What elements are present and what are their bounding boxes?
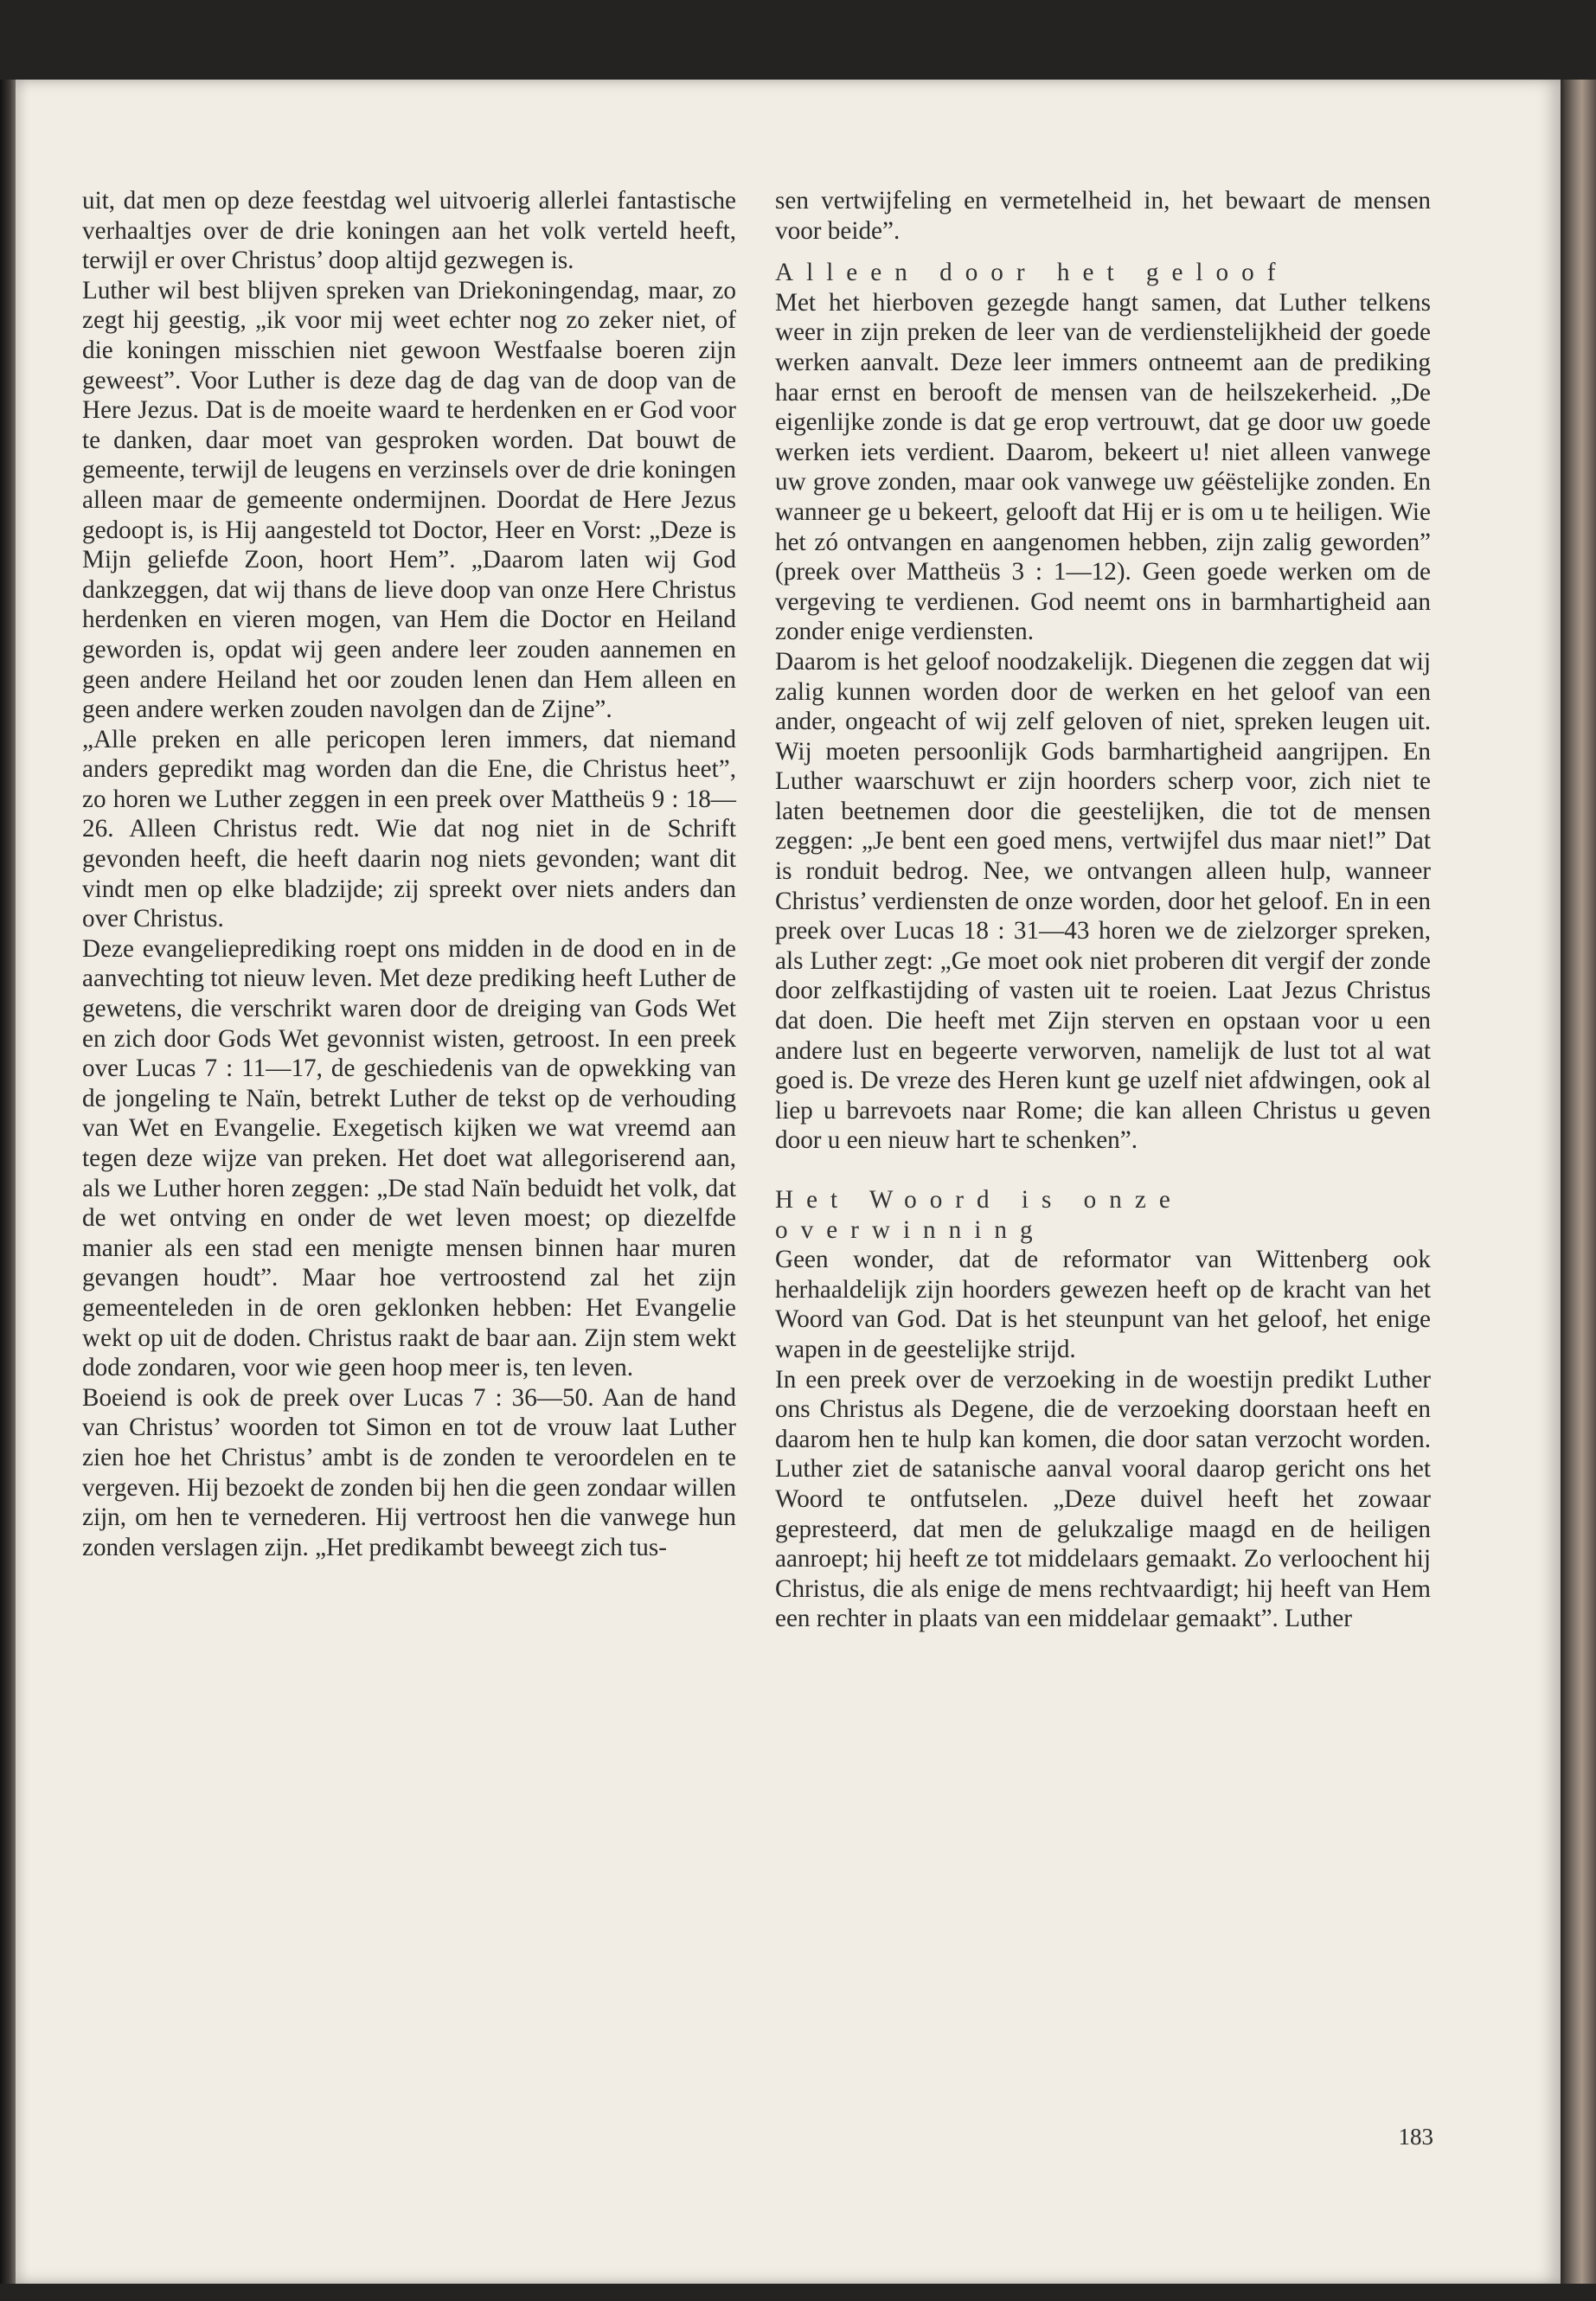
- left-paragraph-1: uit, dat men op deze feestdag wel uitvoerig allerlei fantastische verhaaltjes over de drie koningen aan het volk verteld heeft, terwijl er over Christus’ doop altijd gezwegen is.: [82, 187, 736, 275]
- section-gap: [775, 1156, 1431, 1185]
- page-edge: [1561, 80, 1596, 2284]
- right-paragraph-4: In een preek over de verzoeking in de woestijn predikt Luther ons Christus als Degene, die de verzoeking doorstaan heeft en daarom hen te hulp kan komen, die door satan verzocht worden. Luther ziet de satanische aanval vooral daarop gericht ons het Woord te ontfutselen. „Deze duivel heeft het zowaar gepresteerd, dat men de gelukzalige maagd en de heiligen aanroept; hij heeft ze tot middelaars gemaakt. Zo verloochent hij Christus, die als enige de mens rechtvaardigt; hij heeft van Hem een rechter in plaats van een middelaar gemaakt”. Luther: [775, 1365, 1431, 1633]
- left-paragraph-4: Deze evangelieprediking roept ons midden in de dood en in de aanvechting tot nieuw leven. Met deze prediking heeft Luther de gewetens, die verschrikt waren door de dreiging van Gods Wet en zich door Gods Wet gevonnist wisten, getroost. In een preek over Lucas 7 : 11—17, de geschiedenis van de opwekking van de jongeling te Naïn, betrekt Luther de tekst op de verhouding van Wet en Evangelie. Exegetisch kijken we wat vreemd aan tegen deze wijze van preken. Het doet wat allegoriserend aan, als we Luther horen zeggen: „De stad Naïn beduidt het volk, dat de wet ontving en onder de wet leven moest; op diezelfde manier als een stad een menigte mensen binnen haar muren gevangen houdt”. Maar hoe vertroostend zal het zijn gemeenteleden in de oren geklonken hebben: Het Evangelie wekt op uit de doden. Christus raakt de baar aan. Zijn stem wekt dode zondaren, voor wie geen hoop meer is, ten leven.: [82, 934, 736, 1382]
- section-heading-woord: Het Woord is onze overwinning: [775, 1186, 1183, 1244]
- right-intro: sen vertwijfeling en vermetelheid in, het bewaart de mensen voor beide”.: [775, 187, 1431, 245]
- right-paragraph-3: Geen wonder, dat de reformator van Wittenberg ook herhaaldelijk zijn hoorders gewezen heeft op de kracht van het Woord van God. Dat is het steunpunt van het geloof, het enige wapen in de geestelijke strijd.: [775, 1246, 1431, 1363]
- section-heading-geloof: Alleen door het geloof: [775, 259, 1289, 287]
- left-paragraph-5: Boeiend is ook de preek over Lucas 7 : 36—50. Aan de hand van Christus’ woorden tot Simon en tot de vrouw laat Luther zien hoe het Christus’ ambt is de zonden te veroordelen en te vergeven. Hij bezoekt de zonden bij hen die geen zondaar willen zijn, om hen te vernederen. Hij vertroost hen die vanwege hun zonden verslagen zijn. „Het predikambt beweegt zich tus-: [82, 1383, 736, 1561]
- left-column: [82, 186, 736, 1562]
- right-paragraph-1: Met het hierboven gezegde hangt samen, dat Luther telkens weer in zijn preken de leer van de verdienstelijkheid der goede werken aanvalt. Deze leer immers ontneemt aan de prediking haar ernst en berooft de mensen van de heilszekerheid. „De eigenlijke zonde is dat ge erop vertrouwt, dat ge door uw goede werken iets verdient. Daarom, bekeert u! niet alleen vanwege uw grove zonden, maar ook vanwege uw géëstelijke zonden. En wanneer ge u bekeert, gelooft dat Hij er is om u te heiligen. Wie het zó ontvangen en aangenomen hebben, zijn zalig geworden” (preek over Mattheüs 3 : 1—12). Geen goede werken om de vergeving te verdienen. God neemt ons in barmhartigheid aan zonder enige verdiensten.: [775, 288, 1431, 646]
- right-column: [775, 186, 1431, 1634]
- book-spine: [0, 80, 16, 2284]
- right-paragraph-2: Daarom is het geloof noodzakelijk. Diegenen die zeggen dat wij zalig kunnen worden door de werken en het geloof van een ander, ongeacht of wij zelf geloven of niet, spreken leugen uit. Wij moeten persoonlijk Gods barmhartigheid aangrijpen. En Luther waarschuwt er zijn hoorders scherp voor, zich niet te laten beetnemen door die geestelijken, die tot de mensen zeggen: „Je bent een goed mens, vertwijfel dus maar niet!” Dat is ronduit bedrog. Nee, we ontvangen alleen hulp, wanneer Christus’ verdiensten de onze worden, door het geloof. En in een preek over Lucas 18 : 31—43 horen we de zielzorger spreken, als Luther zegt: „Ge moet ook niet proberen dit vergif der zonde door zelfkastijding of vasten uit te roeien. Laat Jezus Christus dat doen. Die heeft met Zijn sterven en opstaan voor u een andere lust en begeerte verworven, namelijk de lust tot al wat goed is. De vreze des Heren kunt ge uzelf niet afdwingen, ook al liep u barrevoets naar Rome; die kan alleen Christus u geven door u een nieuw hart te schenken”.: [775, 647, 1431, 1155]
- left-paragraph-2: Luther wil best blijven spreken van Driekoningendag, maar, zo zegt hij geestig, „ik voor mij weet echter nog zo zeker niet, of die koningen misschien niet gewoon Westfaalse boeren zijn geweest”. Voor Luther is deze dag de dag van de doop van de Here Jezus. Dat is de moeite waard te herdenken en er God voor te danken, daar moet van gesproken worden. Dat bouwt de gemeente, terwijl de leugens en verzinsels over de drie koningen alleen maar de gemeente ondermijnen. Doordat de Here Jezus gedoopt is, is Hij aangesteld tot Doctor, Heer en Vorst: „Deze is Mijn geliefde Zoon, hoort Hem”. „Daarom laten wij God dankzeggen, dat wij thans de lieve doop van onze Here Christus herdenken en vieren mogen, van Hem die Doctor en Heiland geworden is, opdat wij geen andere leer zouden aannemen en geen andere Heiland het oor zouden lenen dan Hem alleen en geen andere werken zouden navolgen dan de Zijne”.: [82, 276, 736, 724]
- left-paragraph-3: „Alle preken en alle pericopen leren immers, dat niemand anders gepredikt mag worden dan die Ene, die Christus heet”, zo horen we Luther zeggen in een preek over Mattheüs 9 : 18—26. Alleen Christus redt. Wie dat nog niet in de Schrift gevonden heeft, die heeft daarin nog niets gevonden; want dit vindt men op elke bladzijde; zij spreekt over niets anders dan over Christus.: [82, 725, 736, 933]
- page-number: 183: [1398, 2124, 1433, 2150]
